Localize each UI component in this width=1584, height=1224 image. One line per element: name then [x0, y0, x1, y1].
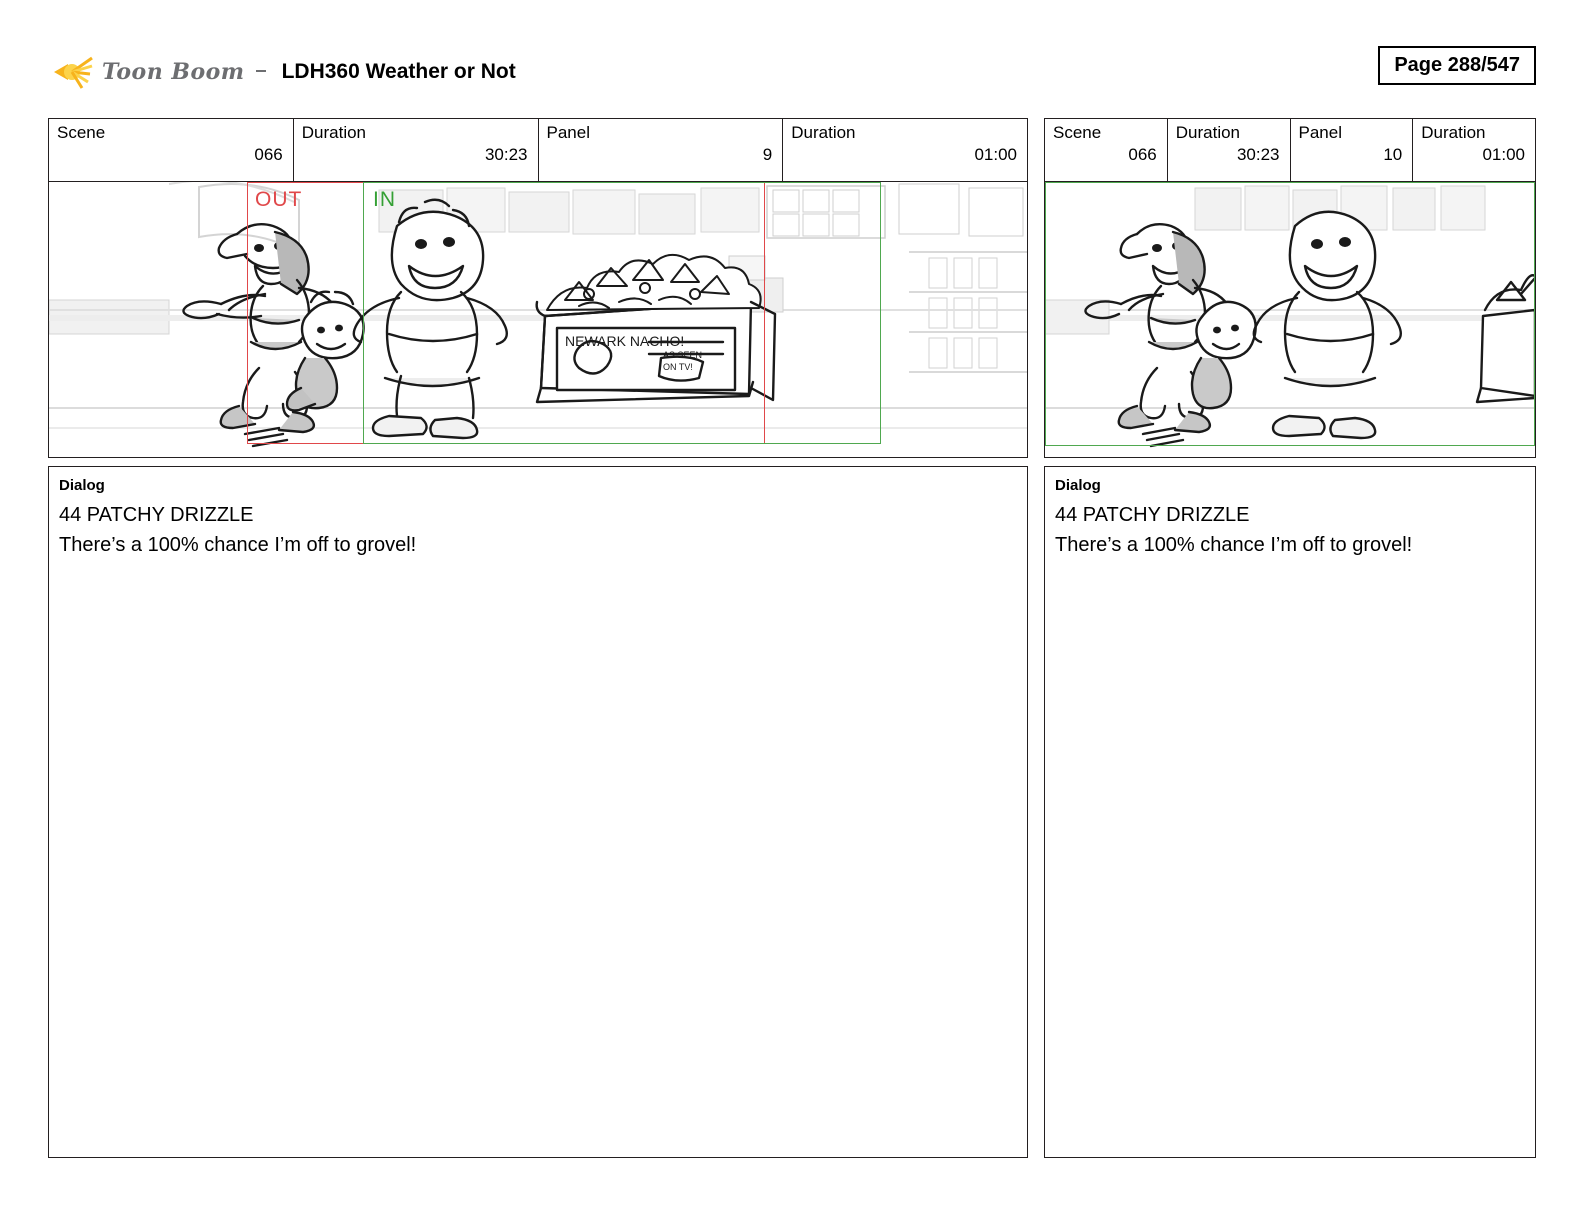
panel-10-dialog-line-1: 44 PATCHY DRIZZLE — [1055, 504, 1250, 526]
out-label: OUT — [255, 188, 303, 211]
panel-10 — [1044, 118, 1536, 1158]
page-header — [48, 44, 1536, 100]
svg-text:ON TV!: ON TV! — [663, 362, 693, 372]
page-number-badge: Page 288/547 — [1378, 46, 1536, 85]
panel-10-characters-sketch — [1045, 182, 1535, 458]
panel-9-artwork[interactable] — [48, 182, 1028, 458]
svg-text:AS SEEN: AS SEEN — [663, 350, 703, 360]
panel-10-panel-cell — [1291, 119, 1414, 181]
panel-9-duration-cell — [294, 119, 539, 181]
panel-9-panel-duration-label: Duration — [791, 123, 856, 142]
panel-9-panel-duration-cell — [783, 119, 1028, 181]
panel-10-artwork[interactable] — [1044, 182, 1536, 458]
brand — [48, 52, 266, 92]
panel-9-sign-title: NEWARK NACHO! — [565, 333, 685, 349]
panel-10-scene-cell — [1045, 119, 1168, 181]
panel-9-scene-label: Scene — [57, 123, 106, 142]
panel-10-scene-label: Scene — [1053, 123, 1102, 142]
panel-9-duration-value: 30:23 — [484, 145, 528, 164]
panel-9-duration-label: Duration — [301, 123, 367, 142]
page-title: LDH360 Weather or Not — [281, 60, 516, 83]
panel-9-scene-cell — [49, 119, 294, 181]
panel-10-scene-value: 066 — [1128, 145, 1157, 164]
panel-10-panel-duration-value: 01:00 — [1482, 145, 1525, 164]
in-label: IN — [373, 188, 396, 211]
panel-10-panel-duration-label: Duration — [1421, 123, 1486, 142]
panel-9-info-table — [48, 118, 1028, 182]
panel-10-dialog-title: Dialog — [1055, 477, 1101, 494]
sunburst-logo-icon — [48, 52, 94, 92]
panel-9 — [48, 118, 1028, 1158]
panel-9-panel-label: Panel — [546, 123, 590, 142]
panel-10-panel-duration-cell — [1413, 119, 1536, 181]
panel-10-panel-label: Panel — [1298, 123, 1342, 142]
panel-10-panel-value: 10 — [1383, 145, 1403, 164]
panel-10-dialog-line-2: There’s a 100% chance I’m off to grovel! — [1055, 534, 1413, 556]
panel-10-info-table — [1044, 118, 1536, 182]
panel-9-dialog-box[interactable] — [48, 466, 1028, 1158]
panel-9-panel-value: 9 — [762, 145, 773, 164]
panel-grid — [48, 118, 1536, 1158]
panel-9-dialog-line-1: 44 PATCHY DRIZZLE — [59, 504, 254, 526]
brand-name: Toon Boom — [102, 59, 245, 85]
panel-9-panel-duration-value: 01:00 — [974, 145, 1017, 164]
panel-10-duration-value: 30:23 — [1236, 145, 1280, 164]
panel-9-panel-cell — [539, 119, 784, 181]
panel-9-dialog-title: Dialog — [59, 477, 105, 494]
panel-9-dialog-line-2: There’s a 100% chance I’m off to grovel! — [59, 534, 417, 556]
panel-10-duration-label: Duration — [1175, 123, 1241, 142]
panel-10-dialog-box[interactable] — [1044, 466, 1536, 1158]
panel-9-characters-sketch — [49, 182, 1027, 458]
brand-underline — [256, 70, 266, 72]
panel-10-duration-cell — [1168, 119, 1291, 181]
panel-9-scene-value: 066 — [254, 145, 283, 164]
